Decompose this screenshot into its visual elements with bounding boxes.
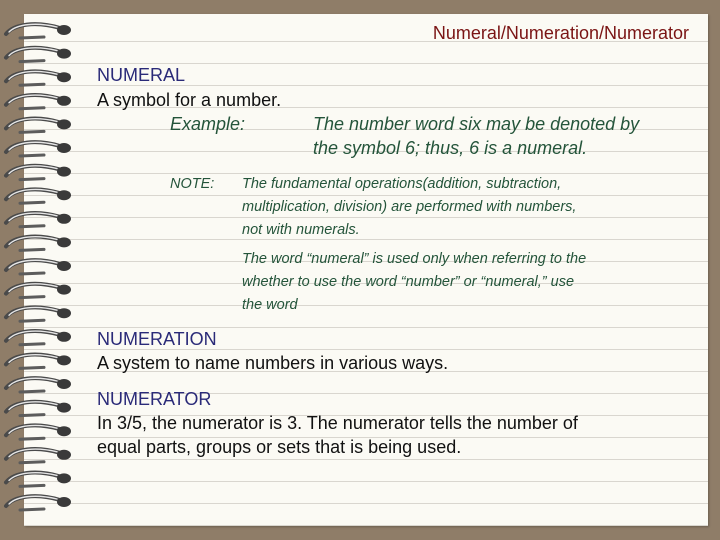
spiral-ring: [6, 355, 71, 369]
numeration-definition: A system to name numbers in various ways.: [97, 353, 449, 373]
note-label: NOTE:: [170, 176, 215, 192]
spiral-ring: [6, 95, 71, 109]
numerator-line-1: In 3/5, the numerator is 3. The numerator tells the number of: [97, 413, 578, 433]
spiral-ring: [6, 425, 71, 439]
spiral-ring: [6, 48, 71, 62]
numeral-heading: NUMERAL: [97, 65, 186, 85]
example-line-1: The number word six may be denoted by: [313, 114, 640, 134]
spiral-ring: [6, 119, 71, 133]
spiral-ring: [6, 331, 71, 345]
note-1-line: multiplication, division) are performed with numbers,: [242, 199, 577, 215]
spiral-ring: [6, 71, 71, 85]
spiral-ring: [6, 496, 71, 510]
spiral-ring: [6, 24, 71, 38]
note-paragraph-1: [242, 173, 576, 242]
spiral-ring: [6, 189, 71, 203]
note-1-line: not with numerals.: [242, 222, 360, 238]
spiral-ring: [6, 237, 71, 251]
note-paragraph-2: [242, 248, 586, 317]
spiral-ring: [6, 307, 71, 321]
spiral-ring: [6, 284, 71, 298]
spiral-ring: [6, 473, 71, 487]
spiral-ring: [6, 142, 71, 156]
spiral-binding: [0, 0, 92, 540]
example-line-2: the symbol 6; thus, 6 is a numeral.: [313, 138, 588, 158]
example-label: Example:: [170, 114, 246, 134]
spiral-ring: [6, 260, 71, 274]
spiral-ring: [6, 378, 71, 392]
numerator-heading: NUMERATOR: [97, 389, 212, 409]
numeral-definition: A symbol for a number.: [97, 90, 282, 110]
note-1-line: The fundamental operations(addition, subtraction,: [242, 176, 562, 192]
spiral-ring: [6, 166, 71, 180]
note-2-line: whether to use the word “number” or “numeral,” use: [242, 274, 575, 290]
numeration-heading: NUMERATION: [97, 329, 217, 349]
spiral-ring: [6, 449, 71, 463]
note-2-line: The word “numeral” is used only when referring to the: [242, 251, 587, 267]
spiral-ring: [6, 402, 71, 416]
page-title: Numeral/Numeration/Numerator: [432, 23, 689, 43]
note-2-line: the word: [242, 297, 298, 313]
numerator-line-2: equal parts, groups or sets that is being used.: [97, 437, 462, 457]
spiral-ring: [6, 213, 71, 227]
